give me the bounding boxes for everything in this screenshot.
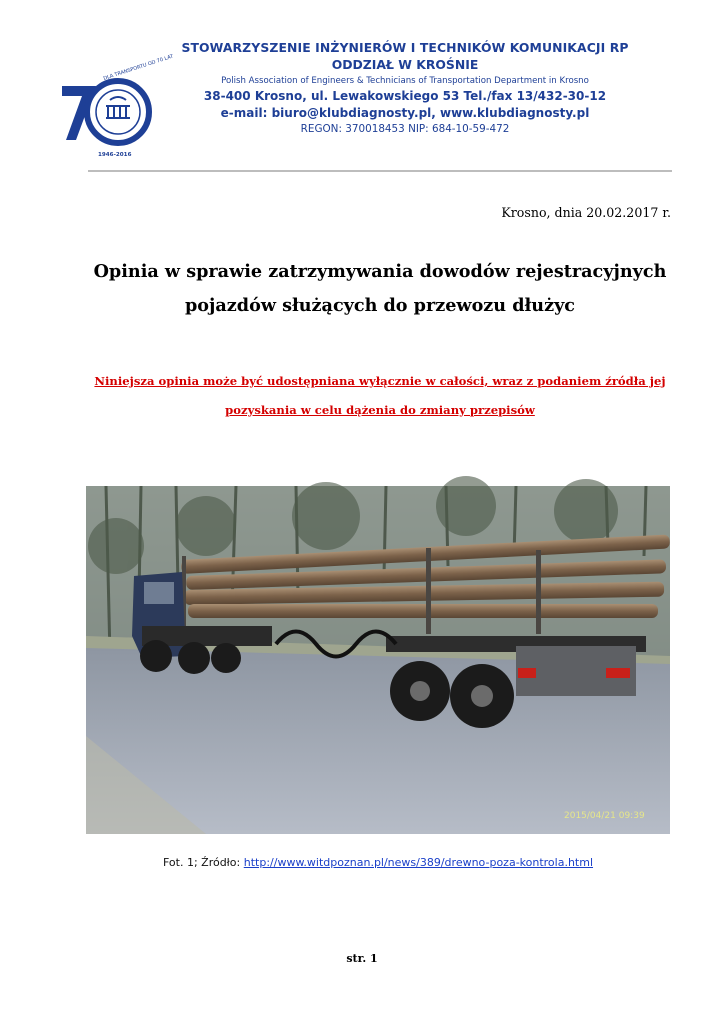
caption-prefix: Fot. 1; Źródło: [162, 856, 244, 869]
timber-truck-photo [86, 486, 670, 834]
photo-date-stamp: 2015/04/21 09:39 [564, 811, 645, 821]
document-title [88, 255, 672, 323]
page-number: str. 1 [346, 952, 378, 965]
photo-caption [86, 856, 670, 869]
org-contact: e-mail: biuro@klubdiagnosty.pl, www.klubdiagnosty.pl [220, 106, 590, 120]
header-divider [88, 170, 672, 172]
org-english-name: Polish Association of Engineers & Technicians of Transportation Department in Krosno [221, 76, 589, 86]
letterhead [120, 40, 690, 138]
usage-notice [88, 367, 672, 425]
source-link[interactable]: http://www.witdpoznan.pl/news/389/drewno-poza-kontrola.html [243, 856, 594, 869]
logo-years: 1946-2016 [98, 152, 132, 158]
document-date: Krosno, dnia 20.02.2017 r. [501, 205, 671, 220]
usage-notice-line-1: Niniejsza opinia może być udostępniana wyłącznie w całości, wraz z podaniem źródła jej [94, 374, 666, 388]
title-line-2: pojazdów służących do przewozu dłużyc [184, 295, 576, 316]
org-name: STOWARZYSZENIE INŻYNIERÓW I TECHNIKÓW KOMUNIKACJI RP [181, 40, 629, 55]
title-line-1: Opinia w sprawie zatrzymywania dowodów rejestracyjnych [93, 261, 667, 282]
branch-name: ODDZIAŁ W KROŚNIE [331, 57, 479, 72]
org-registration: REGON: 370018453 NIP: 684-10-59-472 [300, 123, 510, 135]
org-address: 38-400 Krosno, ul. Lewakowskiego 53 Tel./fax 13/432-30-12 [203, 89, 607, 103]
logo-ring-text: DLA TRANSPORTU OD 70 LAT [102, 53, 175, 82]
usage-notice-line-2: pozyskania w celu dążenia do zmiany przepisów [225, 403, 535, 417]
